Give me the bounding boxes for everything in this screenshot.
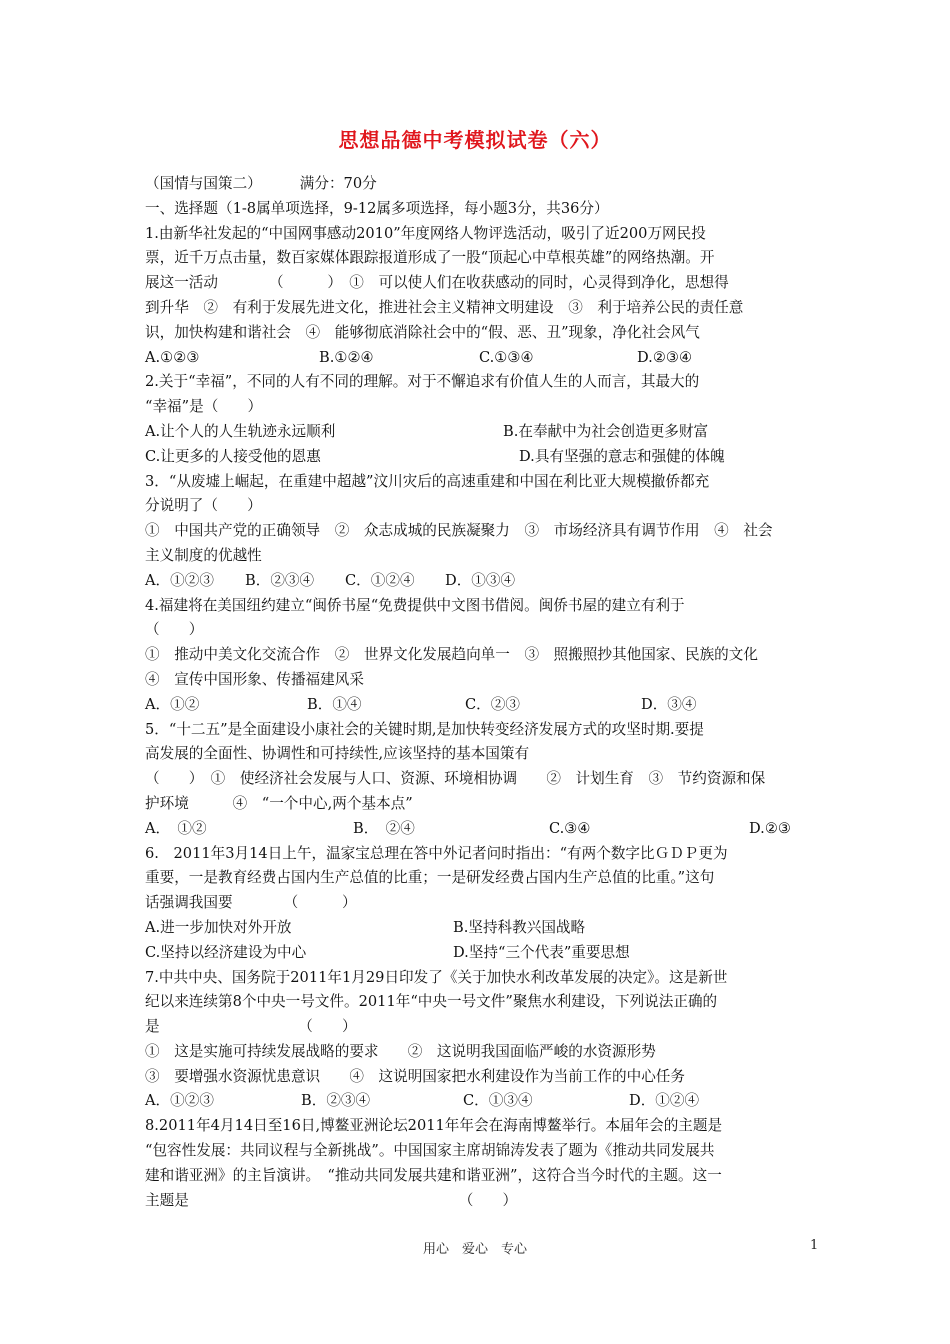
q4-option-b: B．①④ <box>307 695 362 713</box>
q2-option-a: A.让个人的人生轨迹永远顺利 <box>145 422 336 440</box>
q1-line-3: 展这一活动 （ ） ① 可以使人们在收获感动的同时，心灵得到净化，思想得 <box>145 274 729 292</box>
q8-line-1: 8.2011年4月14日至16日,博鳌亚洲论坛2011年年会在海南博鳌举行。本届年会的主题是 <box>145 1117 723 1135</box>
q5-option-b: B． ②④ <box>353 819 415 837</box>
q1-line-2: 票，近千万点击量，数百家媒体跟踪报道形成了一股“顶起心中草根英雄”的网络热潮。开 <box>145 249 715 267</box>
q5-option-c: C.③④ <box>549 819 591 837</box>
q8-line-3: 建和谐亚洲》的主旨演讲。 “推动共同发展共建和谐亚洲”，这符合当今时代的主题。这一 <box>145 1166 722 1184</box>
q6-line-3: 话强调我国要 （ ） <box>145 894 357 912</box>
q6-option-a: A.进一步加快对外开放 <box>145 918 292 936</box>
q6-options-row-2 <box>145 941 810 966</box>
q3-line-3: ① 中国共产党的正确领导 ② 众志成城的民族凝聚力 ③ 市场经济具有调节作用 ④ 社会 <box>145 522 773 540</box>
q7-option-c: C．①③④ <box>463 1092 533 1110</box>
q5-line-4: 护环境 ④ “一个中心,两个基本点” <box>145 794 413 812</box>
q7-option-d: D．①②④ <box>629 1092 700 1110</box>
q7-options <box>145 1089 810 1114</box>
q3-option-d: D．①③④ <box>445 571 516 589</box>
q1-line-5: 识，加快构建和谐社会 ④ 能够彻底消除社会中的“假、恶、丑”现象，净化社会风气 <box>145 323 700 341</box>
q7-line-1: 7.中共中央、国务院于2011年1月29日印发了《关于加快水利改革发展的决定》。这是新世 <box>145 968 728 986</box>
q1-option-d: D.②③④ <box>637 348 693 366</box>
full-score: 满分：70分 <box>299 175 377 192</box>
q1-line-1: 1.由新华社发起的“中国网事感动2010”年度网络人物评选活动，吸引了近200万网民投 <box>145 224 706 242</box>
q4-option-a: A．①② <box>145 695 200 713</box>
q8-line-4: 主题是 （ ） <box>145 1191 518 1209</box>
section-title: 一、选择题（1-8属单项选择，9-12属多项选择，每小题3分，共36分） <box>145 199 609 217</box>
q2-option-b: B.在奉献中为社会创造更多财富 <box>503 422 709 440</box>
q3-option-b: B．②③④ <box>245 571 315 589</box>
q7-line-2: 纪以来连续第8个中央一号文件。2011年“中央一号文件”聚焦水利建设，下列说法正确的 <box>145 993 718 1011</box>
q1-option-c: C.①③④ <box>479 348 534 366</box>
q1-options <box>145 346 810 371</box>
q5-line-1: 5．“十二五”是全面建设小康社会的关键时期,是加快转变经济发展方式的攻坚时期.要提 <box>145 720 704 738</box>
q7-line-5: ③ 要增强水资源忧患意识 ④ 这说明国家把水利建设作为当前工作的中心任务 <box>145 1067 685 1085</box>
q6-line-1: 6. 2011年3月14日上午，温家宝总理在答中外记者问时指出：“有两个数字比ＧＤＰ更为 <box>145 844 728 862</box>
q4-line-3: ① 推动中美文化交流合作 ② 世界文化发展趋向单一 ③ 照搬照抄其他国家、民族的文化 <box>145 646 758 664</box>
q2-options-row-2 <box>145 445 810 470</box>
q2-option-d: D.具有坚强的意志和强健的体魄 <box>519 447 725 465</box>
q6-option-d: D.坚持“三个代表”重要思想 <box>453 943 630 961</box>
exam-header <box>145 172 810 197</box>
q3-option-a: A．①②③ <box>145 571 214 589</box>
q6-option-c: C.坚持以经济建设为中心 <box>145 943 307 961</box>
q2-option-c: C.让更多的人接受他的恩惠 <box>145 447 321 465</box>
q3-option-c: C．①②④ <box>345 571 415 589</box>
q1-option-a: A.①②③ <box>145 348 200 366</box>
q7-line-4: ① 这是实施可持续发展战略的要求 ② 这说明我国面临严峻的水资源形势 <box>145 1042 656 1060</box>
subject-label: （国情与国策二） <box>145 175 262 192</box>
q5-line-2: 高发展的全面性、协调性和可持续性,应该坚持的基本国策有 <box>145 745 530 763</box>
q7-line-3: 是 （ ） <box>145 1018 357 1036</box>
q3-line-1: 3．“从废墟上崛起，在重建中超越”汶川灾后的高速重建和中国在利比亚大规模撤侨都充 <box>145 472 710 490</box>
q5-option-a: A． ①② <box>145 819 207 837</box>
q7-option-a: A．①②③ <box>145 1092 214 1110</box>
q4-line-4: ④ 宣传中国形象、传播福建风采 <box>145 670 364 688</box>
q5-option-d: D.②③ <box>749 819 791 837</box>
q7-option-b: B．②③④ <box>301 1092 371 1110</box>
q4-line-2: （ ） <box>145 621 204 639</box>
q6-options-row-1 <box>145 916 810 941</box>
q4-line-1: 4.福建将在美国纽约建立“闽侨书屋“免费提供中文图书借阅。闽侨书屋的建立有利于 <box>145 596 685 614</box>
q8-line-2: “包容性发展：共同议程与全新挑战”。中国国家主席胡锦涛发表了题为《推动共同发展共 <box>145 1142 715 1160</box>
q5-options <box>145 817 810 842</box>
q4-options <box>145 693 810 718</box>
q3-line-2: 分说明了（ ） <box>145 497 262 515</box>
q4-option-d: D．③④ <box>641 695 697 713</box>
q1-line-4: 到升华 ② 有利于发展先进文化，推进社会主义精神文明建设 ③ 利于培养公民的责任意 <box>145 298 744 316</box>
q2-line-2: “幸福”是（ ） <box>145 398 263 416</box>
q3-options <box>145 569 810 594</box>
q1-option-b: B.①②④ <box>319 348 374 366</box>
page-title: 思想品德中考模拟试卷（六） <box>338 128 612 152</box>
q4-option-c: C．②③ <box>465 695 520 713</box>
q3-line-4: 主义制度的优越性 <box>145 546 262 564</box>
q6-option-b: B.坚持科教兴国战略 <box>453 918 586 936</box>
exam-body <box>145 172 810 1213</box>
q5-line-3: （ ） ① 使经济社会发展与人口、资源、环境相协调 ② 计划生育 ③ 节约资源和保 <box>145 770 766 788</box>
q2-options-row-1 <box>145 420 810 445</box>
q6-line-2: 重要，一是教育经费占国内生产总值的比重；一是研发经费占国内生产总值的比重。”这句 <box>145 869 715 887</box>
page-footer: 用心 爱心 专心 <box>422 1242 527 1257</box>
page-number: 1 <box>810 1238 819 1253</box>
q2-line-1: 2.关于“幸福”，不同的人有不同的理解。对于不懈追求有价值人生的人而言，其最大的 <box>145 373 700 391</box>
